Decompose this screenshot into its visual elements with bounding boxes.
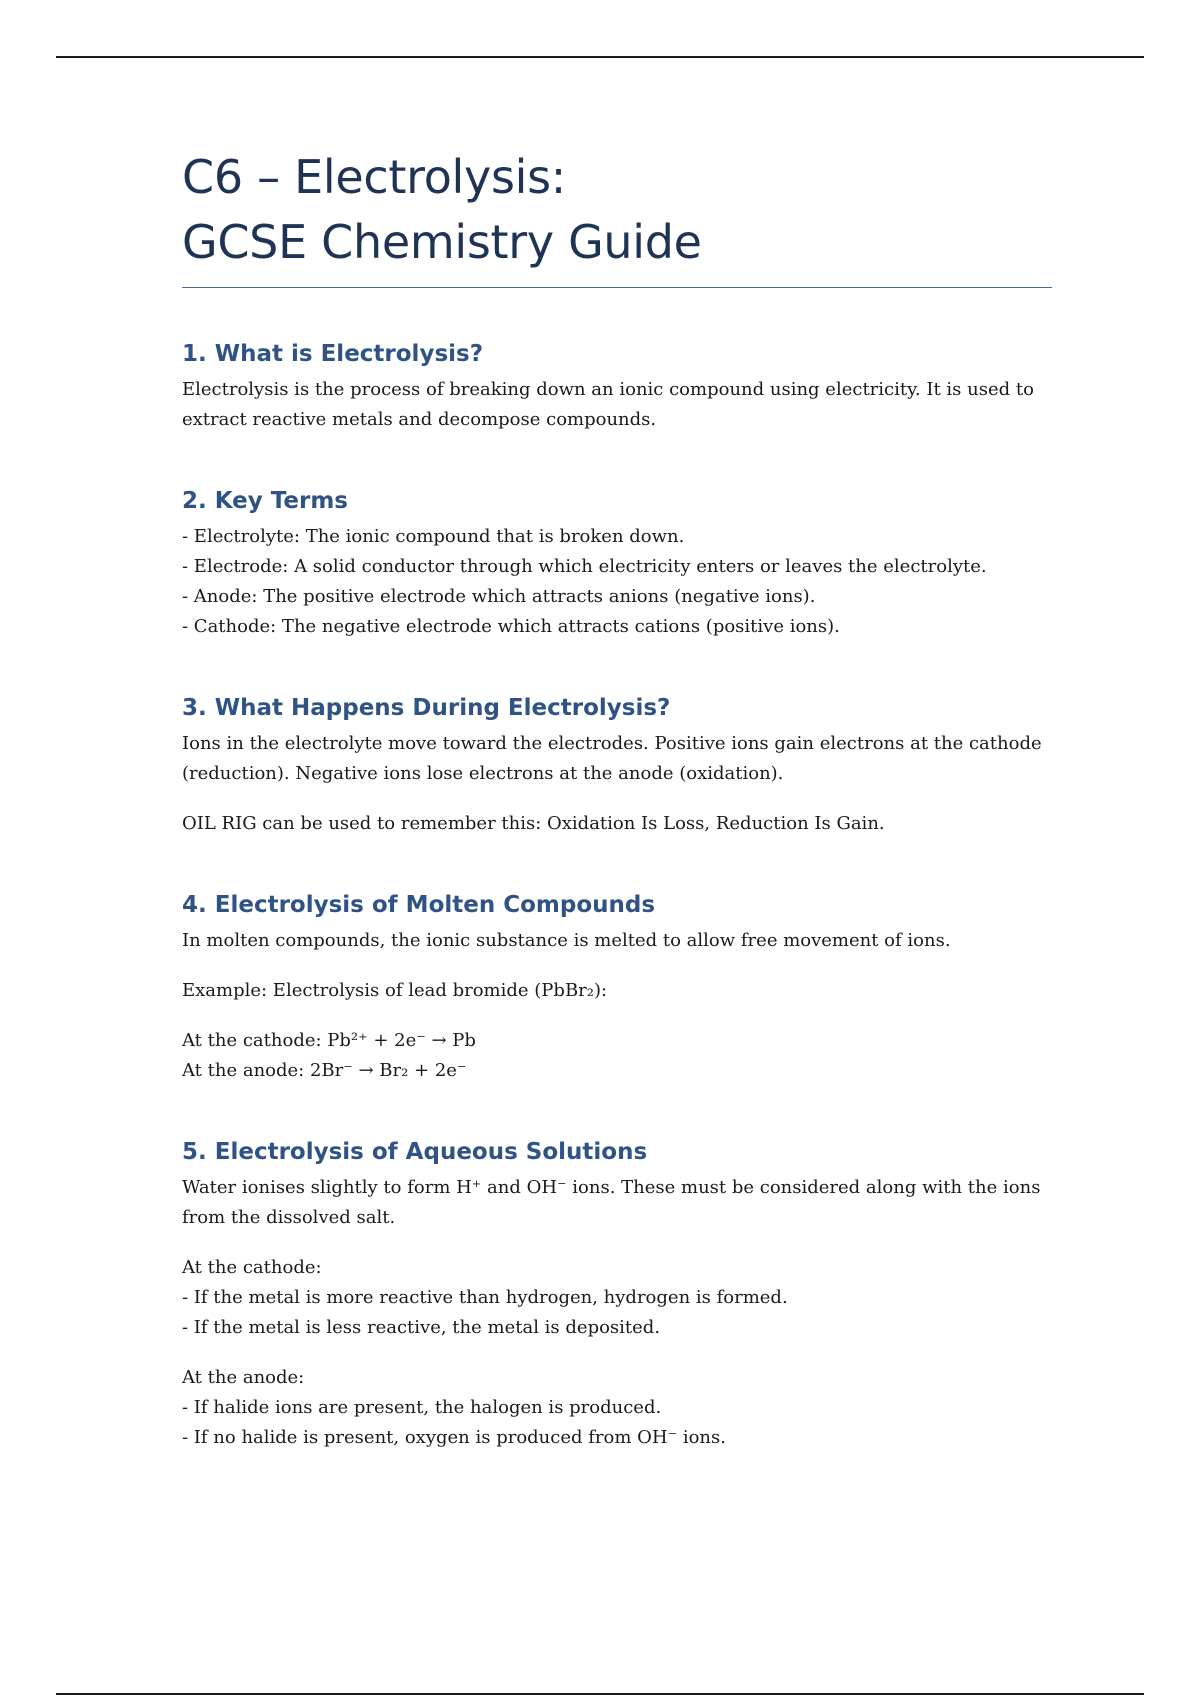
- section-heading: 2. Key Terms: [182, 488, 348, 514]
- section-what-happens: [182, 692, 1052, 839]
- list-item: - Electrode: A solid conductor through which electricity enters or leaves the electrolyte.: [182, 556, 987, 577]
- list-item: - Anode: The positive electrode which attracts anions (negative ions).: [182, 586, 816, 607]
- section-paragraph: Example: Electrolysis of lead bromide (PbBr₂):: [182, 980, 608, 1001]
- title-line-2: GCSE Chemistry Guide: [182, 215, 702, 269]
- section-heading: 4. Electrolysis of Molten Compounds: [182, 892, 656, 918]
- page-top-rule: [56, 56, 1144, 58]
- list-item: - Electrolyte: The ionic compound that is broken down.: [182, 526, 685, 547]
- section-aqueous-solutions: [182, 1136, 1052, 1453]
- section-heading: 3. What Happens During Electrolysis?: [182, 695, 671, 721]
- section-paragraph: OIL RIG can be used to remember this: Oxidation Is Loss, Reduction Is Gain.: [182, 813, 885, 834]
- document-title: [182, 145, 1052, 275]
- list-item: - Cathode: The negative electrode which attracts cations (positive ions).: [182, 616, 840, 637]
- list-item: - If no halide is present, oxygen is produced from OH⁻ ions.: [182, 1427, 726, 1448]
- section-key-terms: [182, 485, 1052, 642]
- section-molten-compounds: [182, 889, 1052, 1086]
- list-item: - If the metal is less reactive, the metal is deposited.: [182, 1317, 661, 1338]
- cathode-rules: [182, 1253, 1052, 1343]
- anode-rules: [182, 1363, 1052, 1453]
- equation-line: At the anode: 2Br⁻ → Br₂ + 2e⁻: [182, 1060, 467, 1081]
- title-underline: [182, 287, 1052, 288]
- equation-line: At the cathode: Pb²⁺ + 2e⁻ → Pb: [182, 1030, 476, 1051]
- document-page: [182, 145, 1052, 1473]
- list-item: At the cathode:: [182, 1257, 322, 1278]
- section-paragraph: Water ionises slightly to form H⁺ and OH⁻ ions. These must be considered along with the ions from the dissolved salt.: [182, 1177, 1041, 1228]
- title-line-1: C6 – Electrolysis:: [182, 150, 566, 204]
- list-item: At the anode:: [182, 1367, 305, 1388]
- section-what-is-electrolysis: [182, 338, 1052, 435]
- section-paragraph: Ions in the electrolyte move toward the electrodes. Positive ions gain electrons at the cathode (reduction). Negative ions lose electrons at the anode (oxidation).: [182, 733, 1042, 784]
- key-terms-list: [182, 522, 1052, 642]
- half-equations: [182, 1026, 1052, 1086]
- section-paragraph: Electrolysis is the process of breaking down an ionic compound using electricity. It is used to extract reactive metals and decompose compounds.: [182, 379, 1034, 430]
- section-heading: 1. What is Electrolysis?: [182, 341, 484, 367]
- list-item: - If the metal is more reactive than hydrogen, hydrogen is formed.: [182, 1287, 788, 1308]
- page-bottom-rule: [56, 1693, 1144, 1695]
- section-heading: 5. Electrolysis of Aqueous Solutions: [182, 1139, 648, 1165]
- list-item: - If halide ions are present, the halogen is produced.: [182, 1397, 662, 1418]
- section-paragraph: In molten compounds, the ionic substance is melted to allow free movement of ions.: [182, 930, 951, 951]
